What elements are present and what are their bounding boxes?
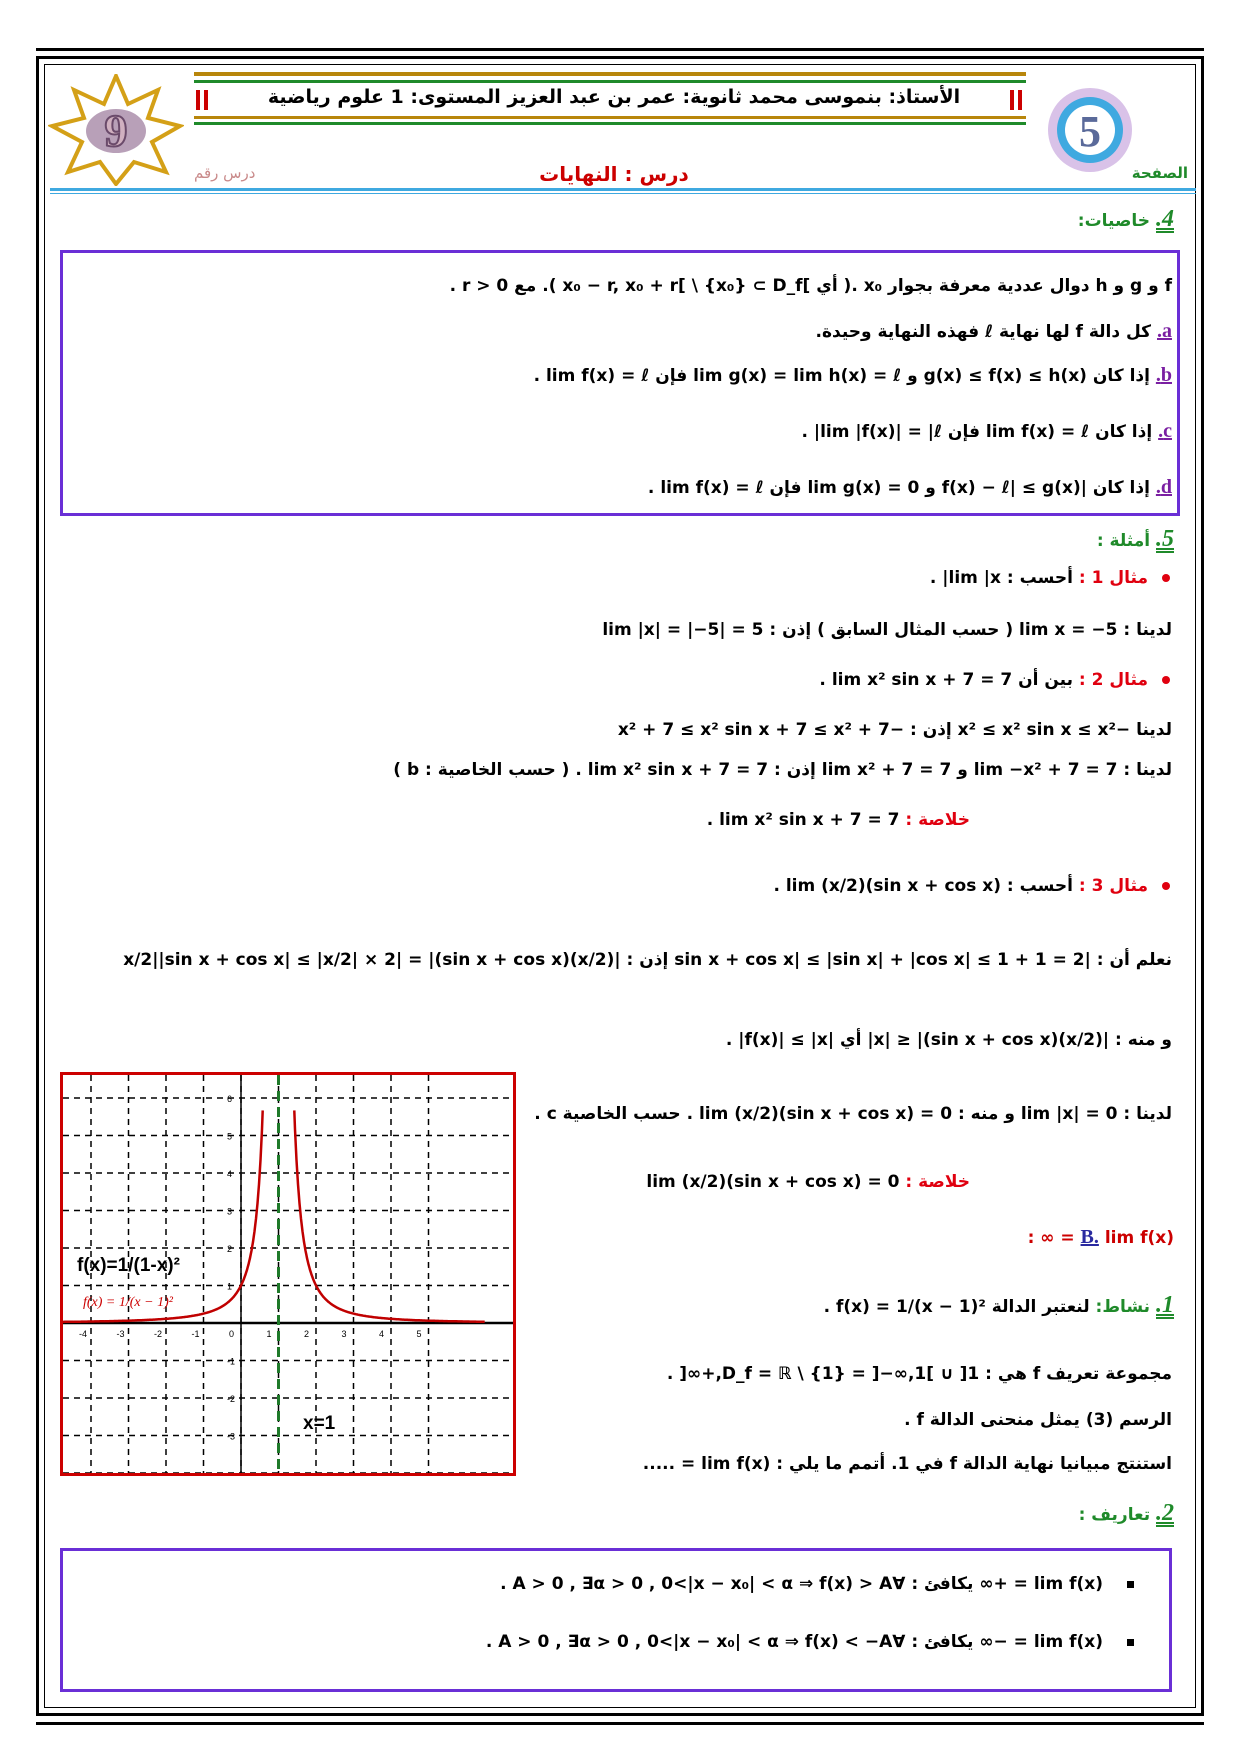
example3-conclusion: خلاصة : lim (x/2)(sin x + cos x) = 0	[646, 1172, 970, 1192]
graph-text: الرسم (3) يمثل منحنى الدالة f .	[904, 1410, 1172, 1430]
example2: مثال 2 : بين أن lim x² sin x + 7 = 7 .	[819, 670, 1170, 690]
teacher-line: الأستاذ: بنموسى محمد ثانوية: عمر بن عبد العزيز المستوى: 1 علوم رياضية	[267, 86, 961, 108]
x-tick-label: 4	[379, 1329, 385, 1339]
curve-left-branch	[63, 1110, 263, 1322]
asymptote-label: x=1	[303, 1413, 336, 1434]
x-tick-label: 0	[229, 1329, 235, 1339]
function-graph	[60, 1072, 516, 1476]
x-tick-label: -4	[79, 1329, 88, 1339]
definition-minus-infinity: lim f(x) = −∞ يكافئ : ∀A > 0 , ∃α > 0 , 0<|x − x₀| < α ⇒ f(x) < −A .	[486, 1632, 1134, 1652]
x-tick-label: 1	[266, 1329, 272, 1339]
property-a: a. كل دالة f لها نهاية ℓ فهذه النهاية وحيدة.	[815, 320, 1172, 342]
x-tick-label: 3	[341, 1329, 347, 1339]
graph-title: f(x)=1/(1-x)²	[77, 1255, 180, 1276]
deduce-text: استنتج مبيانيا نهاية الدالة f في 1. أتمم ما يلي : lim f(x) = .....	[642, 1454, 1172, 1474]
example2-conclusion: خلاصة : lim x² sin x + 7 = 7 .	[706, 810, 970, 830]
example1: مثال 1 : أحسب : lim |x| .	[930, 568, 1170, 588]
example3: مثال 3 : أحسب : lim (x/2)(sin x + cos x) .	[773, 876, 1170, 896]
y-tick-label: 6	[227, 1094, 233, 1104]
page-number-circle-icon	[1044, 84, 1136, 176]
property-b: b. إذا كان g(x) ≤ f(x) ≤ h(x) و lim g(x) = lim h(x) = ℓ فإن lim f(x) = ℓ .	[533, 364, 1172, 386]
x-tick-label: -3	[116, 1329, 125, 1339]
page-number: 5	[1079, 107, 1101, 156]
section5-heading: 5. أمثلة :	[1096, 526, 1174, 552]
definitions-heading: 2. تعاريف :	[1078, 1500, 1174, 1526]
y-tick-label: 2	[227, 1244, 233, 1254]
lesson-number-star-icon	[48, 74, 184, 186]
domain-text: مجموعة تعريف f هي : D_f = ℝ \ {1} = ]−∞,1[ ∪ ]1,+∞[ .	[666, 1364, 1172, 1384]
graph-legend: f(x) = 1/(x − 1)²	[83, 1295, 173, 1310]
x-tick-label: 5	[416, 1329, 422, 1339]
page-label: الصفحة	[1131, 164, 1188, 182]
x-tick-label: -1	[191, 1329, 200, 1339]
properties-intro: f و g و h دوال عددية معرفة بجوار x₀ .( أي ]x₀ − r, x₀ + r[ \ {x₀} ⊂ D_f ). مع r > 0 .	[449, 276, 1172, 296]
curve-right-branch	[294, 1110, 484, 1321]
lesson-number: 9	[104, 105, 128, 156]
example3-line1: نعلم أن : |sin x + cos x| ≤ |sin x| + |cos x| ≤ 1 + 1 = 2 إذن : |(x/2)(sin x + cos x)| = |x/2||sin x + cos x| ≤ |x/2| × 2	[123, 950, 1172, 970]
property-c: c. إذا كان lim f(x) = ℓ فإن lim |f(x)| = |ℓ| .	[801, 420, 1172, 442]
example3-line3: لدينا : lim |x| = 0 و منه : lim (x/2)(sin x + cos x) = 0 . حسب الخاصية c .	[534, 1104, 1172, 1124]
activity: 1. نشاط: لنعتبر الدالة f(x) = 1/(x − 1)² .	[823, 1292, 1174, 1318]
header	[44, 64, 1196, 194]
top-rule	[36, 48, 1204, 51]
y-tick-label: 4	[227, 1169, 233, 1179]
y-tick-label: 3	[227, 1206, 233, 1217]
lesson-title: درس : النهايات	[539, 162, 689, 186]
y-tick-label: -1	[227, 1356, 236, 1367]
y-tick-label: -2	[227, 1394, 236, 1404]
property-d: d. إذا كان |f(x) − ℓ| ≤ g(x) و lim g(x) = 0 فإن lim f(x) = ℓ .	[647, 476, 1172, 498]
y-tick-label: 1	[227, 1281, 233, 1292]
sectionB-heading: B. lim f(x) = ∞ :	[1027, 1226, 1174, 1248]
definition-plus-infinity: lim f(x) = +∞ يكافئ : ∀A > 0 , ∃α > 0 , 0<|x − x₀| < α ⇒ f(x) > A .	[500, 1574, 1134, 1594]
example2-line2: لدينا : lim −x² + 7 = 7 و lim x² + 7 = 7 إذن : lim x² sin x + 7 = 7 . ( حسب الخاصية : b )	[393, 760, 1172, 780]
definitions-box	[60, 1548, 1172, 1692]
example2-line1: لدينا −x² ≤ x² sin x ≤ x² إذن : −x² + 7 ≤ x² sin x + 7 ≤ x² + 7	[617, 720, 1172, 740]
y-tick-label: 5	[227, 1131, 233, 1142]
x-tick-label: -2	[154, 1329, 163, 1339]
x-tick-label: 2	[304, 1329, 310, 1339]
bottom-rule	[36, 1722, 1204, 1725]
lesson-label: درس رقم	[194, 164, 256, 182]
y-tick-label: -3	[227, 1431, 236, 1442]
example3-line2: و منه : |(x/2)(sin x + cos x)| ≤ |x| أي |f(x)| ≤ |x| .	[725, 1030, 1172, 1050]
example1-solution: لدينا : lim x = −5 ( حسب المثال السابق ) إذن : lim |x| = |−5| = 5	[602, 620, 1172, 640]
section4-heading: 4. خاصيات:	[1077, 206, 1174, 232]
